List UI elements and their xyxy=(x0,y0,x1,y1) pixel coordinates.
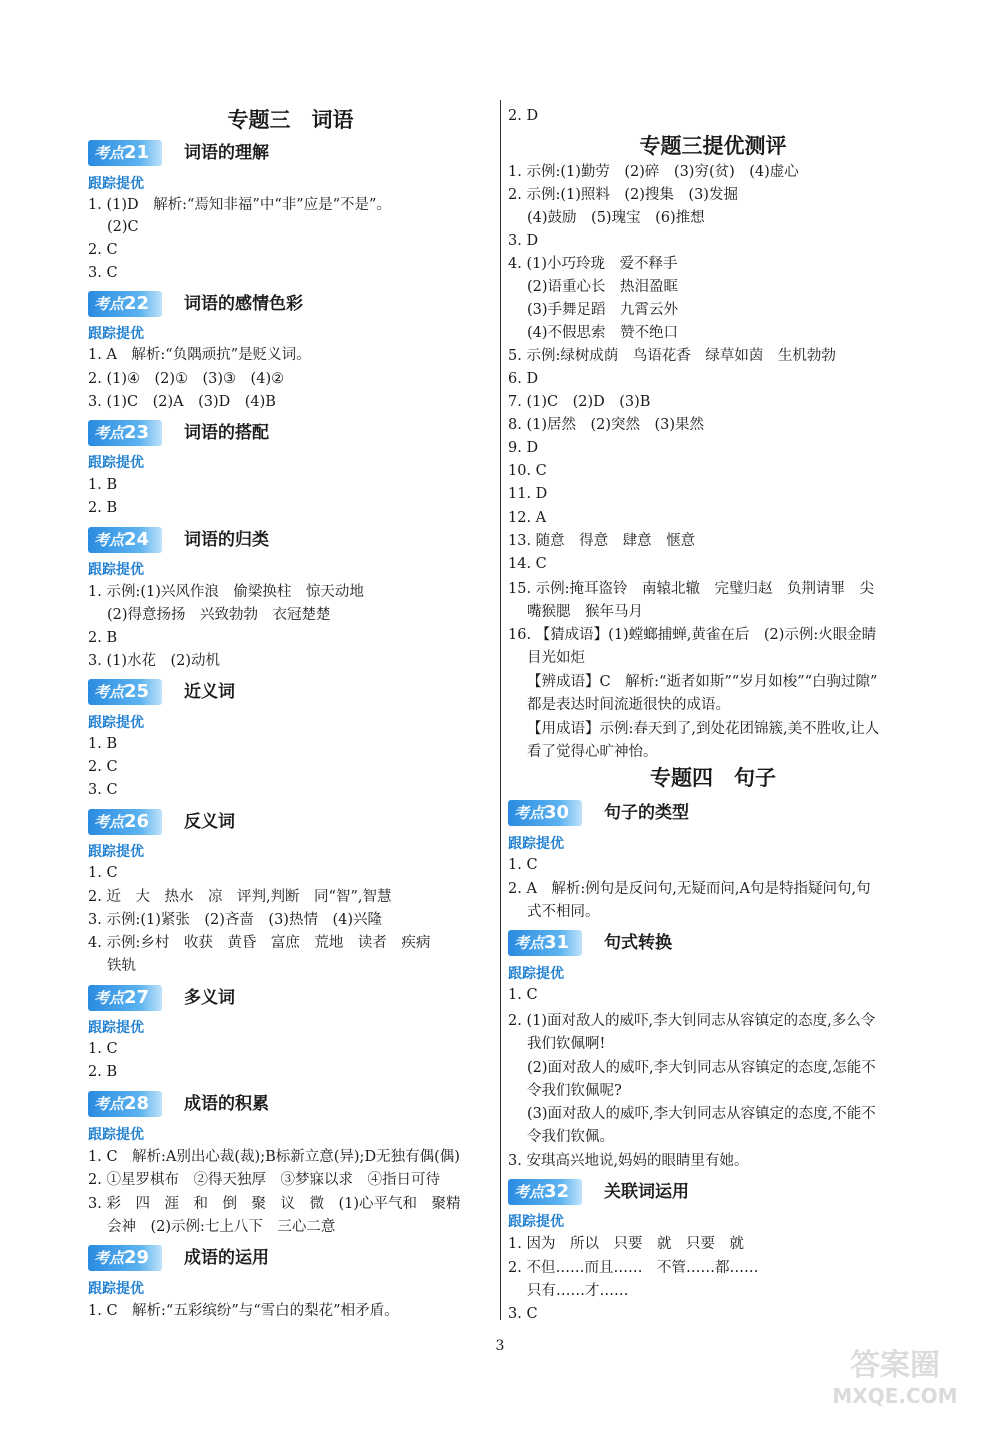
section-title: 专题四 句子 xyxy=(650,765,776,790)
answer-line: 5. 示例:绿树成荫 鸟语花香 绿草如茵 生机勃勃 xyxy=(508,348,836,364)
answer-line: 4. 示例:乡村 收获 黄昏 富庶 荒地 读者 疾病 xyxy=(88,935,431,951)
kaodian-label: 考点 xyxy=(94,295,125,313)
kaodian-number: 25 xyxy=(124,681,150,702)
kaodian-title: 句式转换 xyxy=(604,933,672,953)
answer-line: 【辨成语】C 解析:“逝者如斯”“岁月如梭”“白驹过隙” xyxy=(527,674,878,690)
practice-label: 跟踪提优 xyxy=(508,966,564,982)
kaodian-badge xyxy=(88,291,162,317)
answer-line: 会神 (2)示例:七上八下 三心二意 xyxy=(107,1219,336,1235)
answer-line: 3. (1)水花 (2)动机 xyxy=(88,653,221,669)
kaodian-number: 23 xyxy=(124,422,150,443)
answer-line: 令我们钦佩呢? xyxy=(527,1083,622,1099)
answer-line: 6. D xyxy=(508,371,539,387)
kaodian-number: 26 xyxy=(124,811,150,832)
kaodian-number: 27 xyxy=(124,987,150,1008)
kaodian-badge xyxy=(508,1179,582,1205)
kaodian-title: 词语的归类 xyxy=(184,530,269,550)
kaodian-heading xyxy=(88,291,493,317)
answer-line: 3. D xyxy=(508,233,539,249)
answer-line: 2. B xyxy=(88,1064,118,1080)
answer-line: 3. 彩 四 涯 和 倒 聚 议 微 (1)心平气和 聚精 xyxy=(88,1196,461,1212)
watermark-top: 答案圈 xyxy=(850,1348,940,1383)
kaodian-heading xyxy=(508,800,918,826)
answer-line: 2. ①星罗棋布 ②得天独厚 ③梦寐以求 ④指日可待 xyxy=(88,1172,440,1188)
answer-line: 2. 不但……而且…… 不管……都…… xyxy=(508,1260,759,1276)
answer-line: 14. C xyxy=(508,556,547,572)
answer-line: 2. D xyxy=(508,108,539,124)
answer-line: 3. C xyxy=(88,782,118,798)
answer-line: (2)面对敌人的威吓,李大钊同志从容镇定的态度,怎能不 xyxy=(527,1060,876,1076)
answer-line: 嘴猴腮 猴年马月 xyxy=(527,604,643,620)
answer-line: 1. C 解析:“五彩缤纷”与“雪白的梨花”相矛盾。 xyxy=(88,1303,399,1319)
practice-label: 跟踪提优 xyxy=(508,1214,564,1230)
answer-line: 2. C xyxy=(88,242,118,258)
practice-label: 跟踪提优 xyxy=(88,176,144,192)
answer-line: 3. 安琪高兴地说,妈妈的眼睛里有她。 xyxy=(508,1153,749,1169)
watermark-logo xyxy=(810,1341,980,1411)
kaodian-number: 32 xyxy=(544,1181,570,1202)
practice-label: 跟踪提优 xyxy=(508,836,564,852)
answer-line: 13. 随意 得意 肆意 惬意 xyxy=(508,533,696,549)
column-divider xyxy=(500,100,501,1320)
kaodian-heading xyxy=(88,140,493,166)
kaodian-title: 关联词运用 xyxy=(604,1182,689,1202)
answer-line: 2. 近 大 热水 凉 评判,判断 同“智”,智慧 xyxy=(88,889,392,905)
answer-line: (2)语重心长 热泪盈眶 xyxy=(527,279,679,295)
kaodian-heading xyxy=(88,809,493,835)
kaodian-number: 28 xyxy=(124,1093,150,1114)
answer-line: 15. 示例:掩耳盗铃 南辕北辙 完璧归赵 负荆请罪 尖 xyxy=(508,581,875,597)
answer-line: 我们钦佩啊! xyxy=(527,1036,606,1052)
watermark-bottom: MXQE.COM xyxy=(832,1384,958,1408)
answer-line: 8. (1)居然 (2)突然 (3)果然 xyxy=(508,417,705,433)
kaodian-label: 考点 xyxy=(514,804,545,822)
answer-line: 10. C xyxy=(508,463,547,479)
answer-line: 只有……才…… xyxy=(527,1283,629,1299)
kaodian-badge xyxy=(88,1245,162,1271)
kaodian-title: 词语的感情色彩 xyxy=(184,294,303,314)
kaodian-label: 考点 xyxy=(94,144,125,162)
kaodian-heading xyxy=(88,1245,493,1271)
answer-line: 1. C xyxy=(508,857,538,873)
kaodian-number: 31 xyxy=(544,932,570,953)
practice-label: 跟踪提优 xyxy=(88,1020,144,1036)
page-number: 3 xyxy=(495,1338,505,1354)
answer-line: 1. 因为 所以 只要 就 只要 就 xyxy=(508,1236,744,1252)
kaodian-label: 考点 xyxy=(94,683,125,701)
kaodian-label: 考点 xyxy=(94,989,125,1007)
answer-line: 1. A 解析:“负隅顽抗”是贬义词。 xyxy=(88,347,311,363)
answer-line: 1. C xyxy=(88,1041,118,1057)
answer-line: 16. 【猜成语】(1)螳螂捕蝉,黄雀在后 (2)示例:火眼金睛 xyxy=(508,627,877,643)
kaodian-heading xyxy=(88,679,493,705)
kaodian-number: 22 xyxy=(124,293,150,314)
kaodian-heading xyxy=(88,527,493,553)
practice-label: 跟踪提优 xyxy=(88,326,144,342)
answer-line: 1. C 解析:A别出心裁(裁);B标新立意(异);D无独有偶(偶) xyxy=(88,1149,460,1165)
kaodian-badge xyxy=(88,1091,162,1117)
practice-label: 跟踪提优 xyxy=(88,455,144,471)
kaodian-number: 24 xyxy=(124,529,150,550)
practice-label: 跟踪提优 xyxy=(88,1127,144,1143)
answer-line: 9. D xyxy=(508,440,539,456)
kaodian-number: 29 xyxy=(124,1247,150,1268)
kaodian-badge xyxy=(88,679,162,705)
kaodian-title: 反义词 xyxy=(184,812,235,832)
answer-line: 1. B xyxy=(88,477,118,493)
answer-line: 3. 示例:(1)紧张 (2)吝啬 (3)热情 (4)兴隆 xyxy=(88,912,382,928)
kaodian-title: 成语的运用 xyxy=(184,1248,269,1268)
kaodian-label: 考点 xyxy=(94,813,125,831)
answer-line: 式不相同。 xyxy=(527,904,600,920)
kaodian-badge xyxy=(88,809,162,835)
kaodian-heading xyxy=(508,930,918,956)
answer-line: 2. 示例:(1)照料 (2)搜集 (3)发掘 xyxy=(508,187,738,203)
answer-line: 令我们钦佩。 xyxy=(527,1129,614,1145)
answer-line: 2. (1)面对敌人的威吓,李大钊同志从容镇定的态度,多么令 xyxy=(508,1013,876,1029)
kaodian-heading xyxy=(508,1179,918,1205)
answer-line: 2. B xyxy=(88,630,118,646)
answer-line: 1. 示例:(1)兴风作浪 偷梁换柱 惊天动地 xyxy=(88,584,364,600)
practice-label: 跟踪提优 xyxy=(88,1281,144,1297)
answer-line: (2)得意扬扬 兴致勃勃 衣冠楚楚 xyxy=(107,607,331,623)
kaodian-title: 多义词 xyxy=(184,988,235,1008)
section-title: 专题三 词语 xyxy=(227,107,354,132)
kaodian-number: 30 xyxy=(544,802,570,823)
answer-line: 1. C xyxy=(88,865,118,881)
answer-line: 2. (1)④ (2)① (3)③ (4)② xyxy=(88,371,285,387)
answer-line: 1. C xyxy=(508,987,538,1003)
practice-label: 跟踪提优 xyxy=(88,844,144,860)
answer-line: 3. C xyxy=(88,265,118,281)
answer-line: 都是表达时间流逝很快的成语。 xyxy=(527,697,730,713)
kaodian-label: 考点 xyxy=(94,1095,125,1113)
kaodian-title: 句子的类型 xyxy=(604,803,689,823)
kaodian-label: 考点 xyxy=(94,1249,125,1267)
kaodian-label: 考点 xyxy=(94,424,125,442)
answer-line: 1. B xyxy=(88,736,118,752)
answer-line: 看了觉得心旷神怡。 xyxy=(527,744,658,760)
kaodian-label: 考点 xyxy=(94,531,125,549)
answer-line: 2. A 解析:例句是反问句,无疑而问,A句是特指疑问句,句 xyxy=(508,881,871,897)
kaodian-title: 词语的理解 xyxy=(184,143,269,163)
kaodian-badge xyxy=(88,985,162,1011)
kaodian-badge xyxy=(88,420,162,446)
kaodian-heading xyxy=(88,420,493,446)
answer-line: 12. A xyxy=(508,510,547,526)
practice-label: 跟踪提优 xyxy=(88,715,144,731)
answer-line: (3)手舞足蹈 九霄云外 xyxy=(527,302,679,318)
answer-line: (3)面对敌人的威吓,李大钊同志从容镇定的态度,不能不 xyxy=(527,1106,876,1122)
kaodian-label: 考点 xyxy=(514,934,545,952)
kaodian-title: 近义词 xyxy=(184,682,235,702)
practice-label: 跟踪提优 xyxy=(88,562,144,578)
kaodian-heading xyxy=(88,1091,493,1117)
answer-line: (2)C xyxy=(107,219,139,235)
kaodian-badge xyxy=(88,527,162,553)
answer-line: 1. (1)D 解析:“焉知非福”中“非”应是“不是”。 xyxy=(88,197,391,213)
answer-line: 11. D xyxy=(508,486,548,502)
answer-line: 【用成语】示例:春天到了,到处花团锦簇,美不胜收,让人 xyxy=(527,721,880,737)
answer-line: (4)鼓励 (5)瑰宝 (6)推想 xyxy=(527,210,705,226)
answer-line: 1. 示例:(1)勤劳 (2)碎 (3)穷(贫) (4)虚心 xyxy=(508,164,799,180)
answer-line: 4. (1)小巧玲珑 爱不释手 xyxy=(508,256,678,272)
answer-line: 2. C xyxy=(88,759,118,775)
kaodian-heading xyxy=(88,985,493,1011)
answer-line: 7. (1)C (2)D (3)B xyxy=(508,394,651,410)
kaodian-title: 词语的搭配 xyxy=(184,423,269,443)
answer-line: 铁轨 xyxy=(107,958,136,974)
kaodian-badge xyxy=(508,930,582,956)
answer-line: 3. C xyxy=(508,1306,538,1322)
kaodian-title: 成语的积累 xyxy=(184,1094,269,1114)
answer-line: 目光如炬 xyxy=(527,650,585,666)
kaodian-badge xyxy=(508,800,582,826)
kaodian-badge xyxy=(88,140,162,166)
section-title: 专题三提优测评 xyxy=(639,133,787,158)
answer-line: 2. B xyxy=(88,500,118,516)
kaodian-label: 考点 xyxy=(514,1183,545,1201)
answer-line: (4)不假思索 赞不绝口 xyxy=(527,325,679,341)
answer-line: 3. (1)C (2)A (3)D (4)B xyxy=(88,394,276,410)
kaodian-number: 21 xyxy=(124,142,150,163)
